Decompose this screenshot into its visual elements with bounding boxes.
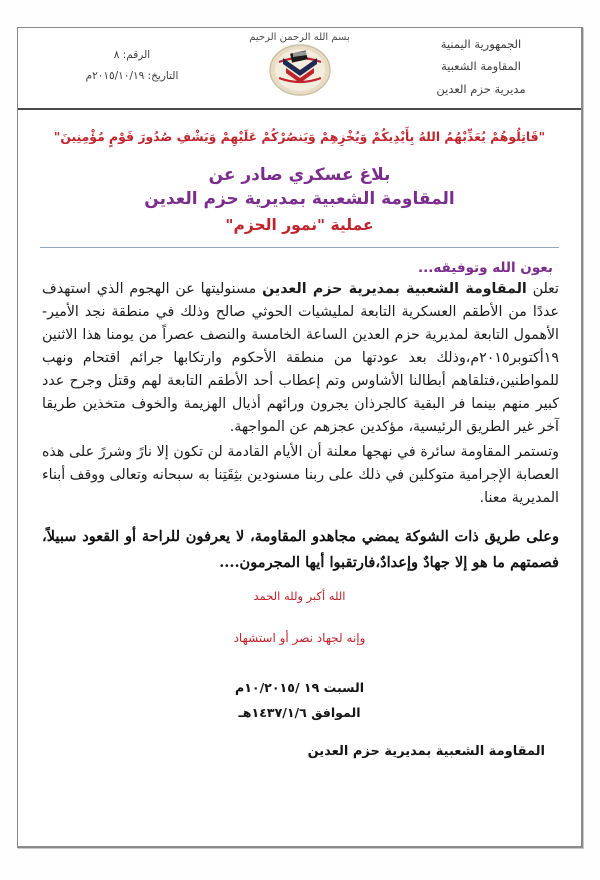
slogan-takbir: الله أكبر ولله الحمد [253, 589, 346, 604]
basmala-text: بسم الله الرحمن الرحيم [249, 32, 350, 43]
popular-resistance-emblem [269, 44, 331, 96]
emphasized-organization-name: المقاومة الشعبية بمديرية حزم العدين [262, 281, 527, 298]
date-block [32, 675, 567, 725]
emblem-icon [269, 44, 331, 96]
quranic-verse: "قَاتِلُوهُمْ يُعَذِّبْهُمُ اللهُ بِأَيْدِيكُمْ وَيُخْزِهِمْ وَيَنصُرْكُمْ عَلَيْهِمْ وَيَشْفِ صُدُورَ قَوْمٍ مُؤْمِنِينَ" [53, 129, 546, 144]
header-directorate-line: مديرية حزم العدين [436, 81, 526, 96]
statement-paragraph-1: تعلن المقاومة الشعبية بمديرية حزم العدين مسنوليتها عن الهجوم الذي استهدف عددًا من الأطقم العسكرية التابعة لمليشيات الحوثي صالح وذلك في منطقة نجد الأمير- الأهمول التابعة لمديرية حزم العدين الساعة الخامسة والنصف عصراً من يومنا هذا الاثنين ١٩أكتوبر٢٠١٥م،وذلك بعد عودتها من منطقة الأحكوم وارتكابها جرائم اقتحام ونهب للمواطنين،فتلقاهم أبطالنا الأشاوس وتم إعطاب أحد الأطقم التابعة لهم وقتل وجرح عدد كبير منهم بينما فر البقية كالجرذان يجرون ورائهم أذيال الهزيمة والخوف متخذين طريقا آخر غير الطريق الرئيسية، مؤكدين عجزهم عن المواجهة. [42, 281, 559, 436]
footer-signature: المقاومة الشعبية بمديرية حزم العدين [307, 743, 545, 759]
statement-paragraph-3: وعلى طريق ذات الشوكة يمضي مجاهدو المقاومة، لا يعرفون للراحة أو القعود سبيلاً، فصمتهم ما هو إلا جهادٌ وإعدادٌ،فارتقبوا أيها المجرمون.... [42, 528, 559, 571]
section-divider [40, 247, 559, 248]
slogan-jihad: وإنه لجهاد نصر أو استشهاد [233, 631, 366, 646]
header-republic-line: الجمهورية اليمنية [440, 37, 522, 51]
gregorian-date: السبت ١٩ /١٠/٢٠١٥م [234, 680, 365, 696]
header-date-line: التاريخ: ٢٠١٥/١٠/١٩م [85, 70, 179, 82]
document-body [18, 128, 581, 759]
header-organization-line: المقاومة الشعبية [441, 59, 521, 74]
statement-paragraph-2: وتستمر المقاومة سائرة في نهجها معلنة أن الأيام القادمة لن تكون إلا نارً وشررً على هذه العصابة الإجرامية متوكلين في ذلك على ربنا مسنودين بثِقَتِنا به سبحانه وتعالى ووقف أبناء المديرية معنا. [42, 444, 559, 507]
title-line-2: المقاومة الشعبية بمديرية حزم العدين [144, 189, 455, 210]
salutation-text: بعون الله وتوفيقه... [417, 260, 553, 277]
document-frame [17, 27, 583, 848]
operation-name: عملية "نمور الحزم" [225, 215, 374, 234]
title-line-1: بلاغ عسكري صادر عن [208, 164, 391, 185]
header-number-line: الرقم: ٨ [113, 49, 151, 61]
header-left-block [32, 45, 232, 87]
document-header [18, 28, 581, 110]
hijri-date: الموافق ١٤٣٧/١/٦هـ [238, 705, 361, 721]
title-block [32, 163, 567, 238]
